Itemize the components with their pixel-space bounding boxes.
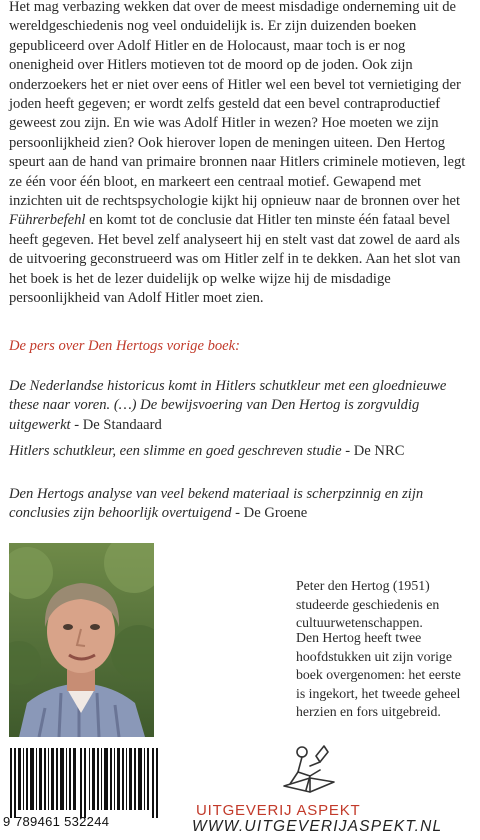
press-heading: De pers over Den Hertogs vorige boek: [9, 338, 240, 354]
isbn-barcode [3, 748, 161, 840]
barcode-bars [10, 748, 158, 818]
press-quote-groene [9, 485, 471, 524]
isbn-lead-digit: 9 [3, 814, 11, 829]
press-quote-nrc [9, 442, 471, 461]
quote-text: De Nederlandse historicus komt in Hitlers schutkleur met een gloednieuwe these naar voren. (…) De bewijsvoering van Den Hertog is zorgvuldig uitgewerkt [9, 378, 447, 433]
quote-source: - De Groene [231, 505, 308, 522]
quote-source: - De NRC [341, 443, 405, 459]
author-bio-2: Den Hertog heeft twee hoofdstukken uit zijn vorige boek overgenomen: het eerste is ingekort, het tweede geheel herzien en fors uitgebreid. [296, 630, 461, 720]
blurb-part-2: en komt tot de conclusie dat Hitler ten minste één fataal bevel heeft gegeven. Het bevel zelf analyseert hij en stelt vast dat zowel de aard als de uitvoering geconstrueerd was om Hitler zelf in te dekken. Aan het slot van het boek is het de lezer duidelijk op welke wijze hij de misdadige persoonlijkheid van Adolf Hitler moet zien. [9, 212, 461, 307]
quote-source: - De Standaard [70, 416, 162, 433]
blurb-text [9, 0, 471, 309]
blurb-italic-term: Führerbefehl [9, 212, 86, 229]
publisher-website[interactable]: WWW.UITGEVERIJASPEKT.NL [192, 818, 443, 835]
press-quote-standaard [9, 377, 471, 435]
author-photo [9, 543, 154, 737]
quote-text: Den Hertogs analyse van veel bekend materiaal is scherpzinnig en zijn conclusies zijn behoorlijk overtuigend [9, 486, 424, 522]
quote-text: Hitlers schutkleur, een slimme en goed geschreven studie [9, 443, 342, 459]
author-bio-1: Peter den Hertog (1951) studeerde geschiedenis en cultuurwetenschappen. [296, 578, 440, 631]
publisher-name: UITGEVERIJ ASPEKT [196, 802, 361, 819]
reader-figure-logo-icon [280, 742, 338, 798]
blurb-part-1: Het mag verbazing wekken dat over de meest misdadige onderneming uit de wereldgeschiedenis nog veel onduidelijk is. Er zijn duizenden boeken gepubliceerd over Adolf Hitler en de Holocaust, maar toch is er nog onenigheid over Hitlers motieven tot de moord op de joden. Ook zijn onderzoekers het er niet over eens of Hitler wel een bevel tot vernietiging der joden heeft gegeven; er wordt zelfs gesteld dat een bevel contraproductief geweest zou zijn. En wie was Adolf Hitler in wezen? Hoe moeten we zijn persoonlijkheid zien? Ook hierover lopen de meningen uiteen. Den Hertog speurt aan de hand van primaire bronnen naar Hitlers criminele motieven, legt ze één voor één bloot, en markeert een centraal motief. Gewapend met inzichten uit de rechtspsychologie kijkt hij opnieuw naar de bronnen over het [9, 0, 466, 210]
isbn-digits: 789461 532244 [15, 814, 110, 829]
